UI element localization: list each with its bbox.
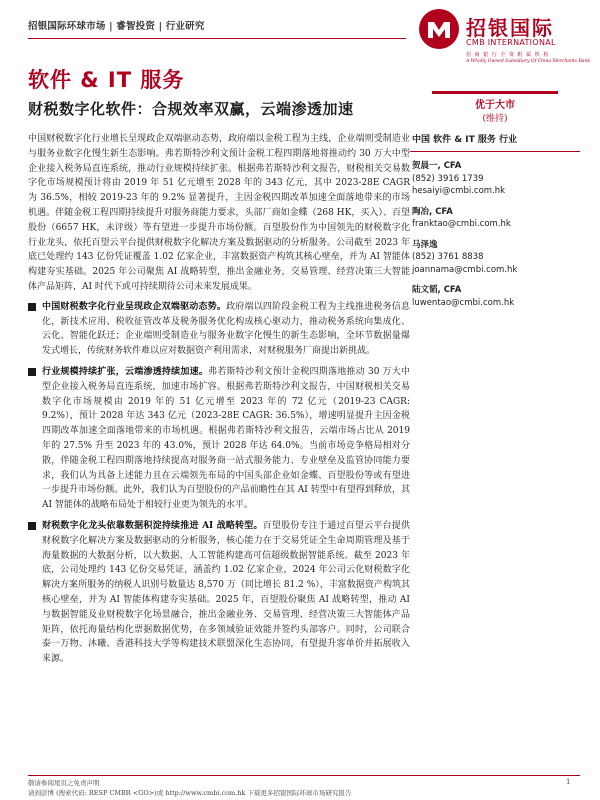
header-breadcrumb: 招银国际环球市场 | 睿智投资 | 行业研究 — [28, 21, 205, 32]
download-note[interactable]: 请到彭博 (搜索代码: RESP CMBR <GO>)或 http://www.cmbi.com.hk 下载更多招银国际环球市场研究报告 — [28, 789, 352, 797]
cmbi-logo-icon — [418, 8, 460, 50]
bullet-square-icon — [28, 368, 36, 376]
analyst-phone: (852) 3916 1739 — [412, 173, 484, 184]
analyst-email[interactable]: franktao@cmbi.com.hk — [412, 219, 511, 229]
analyst-name: 马泽逸 — [412, 239, 438, 250]
report-title: 财税数字化软件：合规效率双赢，云端渗透加速 — [28, 100, 354, 118]
logo-tagline-en: A Wholly Owned Subsidiary Of China Merchants Bank — [466, 59, 591, 64]
disclaimer-note: 敬请参阅尾页之免责声明 — [28, 779, 100, 787]
analyst-email[interactable]: luwentao@cmbi.com.hk — [412, 297, 515, 308]
bullet-text: 百望股份专注于通过百望云平台提供财税数字化解决方案及数据驱动的分析服务，核心能力在于交易凭证全生命周期管理及基于海量数据的大数据分析，以大数据、人工智能构建高可信超级数据智能系统。截至 2023 年底，公司处理约 143 亿份交易凭证，涵盖约 1.02 亿家企业，2024 年公司云化财税数字化解决方案所服务的纳税人识别号数量达 8,570 万（同比增长 81.2 %），丰富数据资产构筑其核心壁垒，并为 AI 智能体构建夯实基础。2025 年，百望股份聚焦 AI 战略转型，推动 AI 与数据智能及业财税数字化场景融合，推出金融业务、交易管理、经营决策三大智能体产品矩阵，依托海量结构化票据数据优势，在多领域验证效能并签约头部客户。同时，公司联合泰一万物、沐曦、香港科技大学等构建技术联盟深化生态协同，有望提升客单价并拓展收入来源。 — [42, 520, 410, 665]
analyst-name: 陆文韬, CFA — [412, 285, 462, 295]
analyst-email[interactable]: joannama@cmbi.com.hk — [412, 264, 518, 275]
footer-divider — [28, 775, 580, 776]
page-number: 1 — [566, 778, 571, 786]
analyst-name: 贺晨一, CFA — [412, 161, 462, 171]
bullet-square-icon — [28, 303, 36, 311]
logo-name-en: CMB INTERNATIONAL — [466, 38, 556, 47]
analyst-card — [412, 206, 580, 231]
logo-name-cn: 招银国际 — [466, 16, 554, 40]
bullet-point — [28, 519, 410, 667]
report-body — [28, 132, 410, 673]
analyst-name: 陶冶, CFA — [412, 206, 453, 217]
bullet-point — [28, 365, 410, 513]
bullet-square-icon — [28, 522, 36, 530]
sector-title: 软件 & IT 服务 — [28, 68, 185, 92]
bullet-lead: 行业规模持续扩张，云端渗透持续加速。 — [42, 366, 209, 377]
analyst-email[interactable]: hesaiyi@cmbi.com.hk — [412, 186, 506, 196]
header-divider — [28, 38, 406, 39]
analyst-card — [412, 284, 580, 309]
analyst-card — [412, 160, 580, 198]
intro-paragraph: 中国财税数字化行业增长呈现政企双端驱动态势，政府端以金税工程为主线，企业端则受制造业与服务业数字化慢生新生态影响。弗若斯特沙利文预计金税工程四期落地将推动约 30 万大中型企业接入税务局直连系统，推动行业规模持续扩张。根据弗若斯特沙利文报告，财税相关交易数字化市场规模预计将由 2019 年 51 亿元增至 2028 年的 343 亿元，其中 2023-28E CAGR 为 36.5%，相较 2019-23 年的 9.2% 显著提升，主因金税四期改革加速全面落地带来的市场机遇。伴随金税工程四期持续提升对服务商能力要求，头部厂商如金蝶（268 HK，买入）、百望股份（6657 HK，未评级）等有望进一步提升市场份额。百望股份作为中国领先的财税数字化行业龙头，依托百望云平台提供财税数字化解决方案及数据驱动的分析服务。公司截至 2023 年底已处理约 143 亿份凭证覆盖 1.02 亿家企业，丰富数据资产构筑其核心壁垒，并为 AI 智能体构建夯实基础。2025 年公司聚焦 AI 战略转型，推出金融业务，交易管理、经营决策三大智能体产品矩阵，AI 时代下或可持续期待公司未来发展成果。 — [28, 134, 410, 292]
logo-tagline-cn: 招 商 银 行 全 资 附 属 机 构 — [466, 52, 550, 58]
bullet-text: 政府端以四阶段金税工程为主线推进税务信息化，新技术应用、税收征管改革及税务服务优化构成核心驱动力，推动税务系统向集成化、云化、智能化跃迁；企业端则受制造业与服务业数字化慢生的新生态影响，全环节数据量爆发式增长，传统财务软件难以应对数据资产利用需求，对财税服务厂商提出新挑战。 — [42, 301, 410, 357]
rating-label: 优于大市 — [475, 100, 515, 111]
sidebar — [412, 132, 580, 317]
rating-sub-label: (维持) — [482, 114, 508, 124]
analyst-phone: (852) 3761 8838 — [412, 252, 484, 262]
sidebar-sector: 中国 软件 & IT 服务 行业 — [410, 132, 580, 152]
bullet-lead: 中国财税数字化行业呈现政企双端驱动态势。 — [42, 301, 227, 312]
bullet-lead: 财税数字化龙头依靠数据积淀持续推进 AI 战略转型。 — [42, 520, 263, 531]
bullet-text: 弗若斯特沙利文预计金税四期落地推动 30 万大中型企业接入税务局直连系统，加速市场扩容。根据弗若斯特沙利文报告，中国财税相关交易数字化市场规模由 2019 年的 51 亿元增至 2023 年的 72 亿元（2019-23 CAGR: 9.2%），预计 2028 年达 343 亿元（2023-28E CAGR: 36.5%），增速明显提升主因金税四期改革加速全面落地带来的市场机遇。根据弗若斯特沙利文报告，云端市场占比从 2019 年的 27.5% 升至 2023 年的 43.0%，预计 2028 年达 64.0%。当前市场竞争格局相对分散，伴随金税工程四期落地持续提高对服务商一站式服务能力、专业壁垒及监管协同能力要求，我们认为具备上述能力且在云端领先布局的中国头部企业如金蝶、百望股份等或有望进一步提升市场份额。此外，我们认为百望股份的产品前瞻性在其 AI 转型中有望得到释放，其 AI 智能体的战略布局处于相较行业更为领先的水平。 — [42, 366, 410, 511]
company-logo — [418, 8, 591, 70]
analyst-card — [412, 239, 580, 277]
bullet-point — [28, 300, 410, 359]
rating-box — [432, 91, 558, 124]
